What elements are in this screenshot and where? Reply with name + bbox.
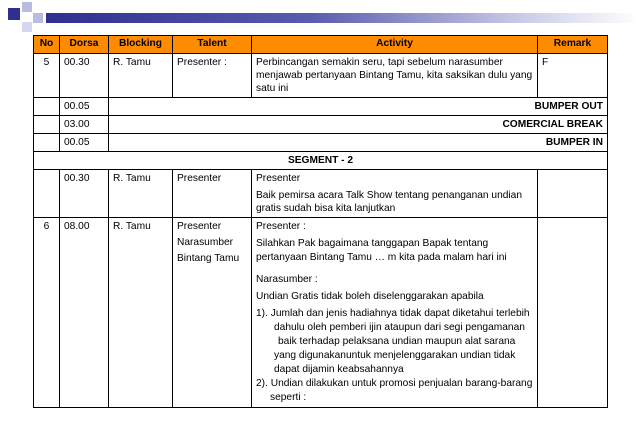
cell-talent: Presenter : xyxy=(173,54,252,98)
activity-text: Baik pemirsa acara Talk Show tentang penanganan undian gratis sudah bisa kita lanjutkan xyxy=(256,190,523,214)
cell-dorsa: 03.00 xyxy=(60,116,109,134)
cell-remark: F xyxy=(538,54,608,98)
point-1-line: yang digunakanuntuk menjelenggarakan undian tidak xyxy=(274,350,516,361)
table-row xyxy=(34,134,608,152)
table-header-row xyxy=(34,36,608,54)
deco-square-light xyxy=(22,2,32,12)
talent-presenter: Presenter xyxy=(177,221,222,232)
cell-blocking: R. Tamu xyxy=(109,218,173,408)
cell-commercial-break: COMERCIAL BREAK xyxy=(109,116,608,134)
narasumber-label: Narasumber : xyxy=(256,274,318,285)
cell-no: 6 xyxy=(34,218,60,408)
cell-dorsa: 00.05 xyxy=(60,98,109,116)
table-row xyxy=(34,98,608,116)
cell-blocking: R. Tamu xyxy=(109,54,173,98)
presenter-label: Presenter : xyxy=(256,221,306,232)
cell-no: 5 xyxy=(34,54,60,98)
cell-dorsa: 00.05 xyxy=(60,134,109,152)
cell-dorsa: 00.30 xyxy=(60,54,109,98)
narasumber-intro: Undian Gratis tidak boleh diselenggarakan apabila xyxy=(256,291,484,302)
header-blocking: Blocking xyxy=(109,36,173,54)
cell-talent: Presenter xyxy=(173,170,252,218)
segment-title: SEGMENT - 2 xyxy=(34,152,608,170)
activity-speaker: Presenter xyxy=(256,173,301,184)
table-row xyxy=(34,218,608,408)
cell-remark xyxy=(538,170,608,218)
cell-bumper-out: BUMPER OUT xyxy=(109,98,608,116)
cell-no xyxy=(34,98,60,116)
talent-narasumber: Narasumber xyxy=(177,237,234,248)
cell-bumper-in: BUMPER IN xyxy=(109,134,608,152)
point-1-line: dahulu oleh pemberi ijin ataupun dari segi pengamanan xyxy=(274,322,525,333)
cell-blocking: R. Tamu xyxy=(109,170,173,218)
point-1-line: baik terhadap pelaksana undian maupun alat sarana xyxy=(278,336,516,347)
deco-square-light xyxy=(22,22,32,32)
header-no: No xyxy=(34,36,60,54)
header-dorsa: Dorsa xyxy=(60,36,109,54)
point-2-line: 2). Undian dilakukan untuk promosi penjualan barang-barang xyxy=(256,378,533,389)
cell-no xyxy=(34,134,60,152)
cell-dorsa: 08.00 xyxy=(60,218,109,408)
header-remark: Remark xyxy=(538,36,608,54)
table-row xyxy=(34,170,608,218)
cell-remark xyxy=(538,218,608,408)
point-2-line: seperti : xyxy=(270,392,307,403)
cell-dorsa: 00.30 xyxy=(60,170,109,218)
cell-activity: Perbincangan semakin seru, tapi sebelum narasumber menjawab pertanyaan Bintang Tamu, kita saksikan dulu yang satu ini xyxy=(252,54,538,98)
presenter-text: Silahkan Pak bagaimana tanggapan Bapak tentang pertanyaan Bintang Tamu … m kita pada malam hari ini xyxy=(256,238,507,263)
segment-row xyxy=(34,152,608,170)
cell-activity xyxy=(252,170,538,218)
deco-square-dark xyxy=(8,8,20,20)
deco-square-light xyxy=(33,13,43,23)
header-talent: Talent xyxy=(173,36,252,54)
cell-no xyxy=(34,116,60,134)
point-1-line: 1). Jumlah dan jenis hadiahnya tidak dapat diketahui terlebih xyxy=(256,308,530,319)
deco-gradient-bar xyxy=(46,13,638,23)
header-activity: Activity xyxy=(252,36,538,54)
rundown-table xyxy=(33,35,608,408)
table-row xyxy=(34,116,608,134)
cell-talent xyxy=(173,218,252,408)
cell-activity xyxy=(252,218,538,408)
table-row xyxy=(34,54,608,98)
talent-bintang-tamu: Bintang Tamu xyxy=(177,253,240,264)
cell-no xyxy=(34,170,60,218)
point-1-line: dapat dijamin keabsahannya xyxy=(274,364,404,375)
